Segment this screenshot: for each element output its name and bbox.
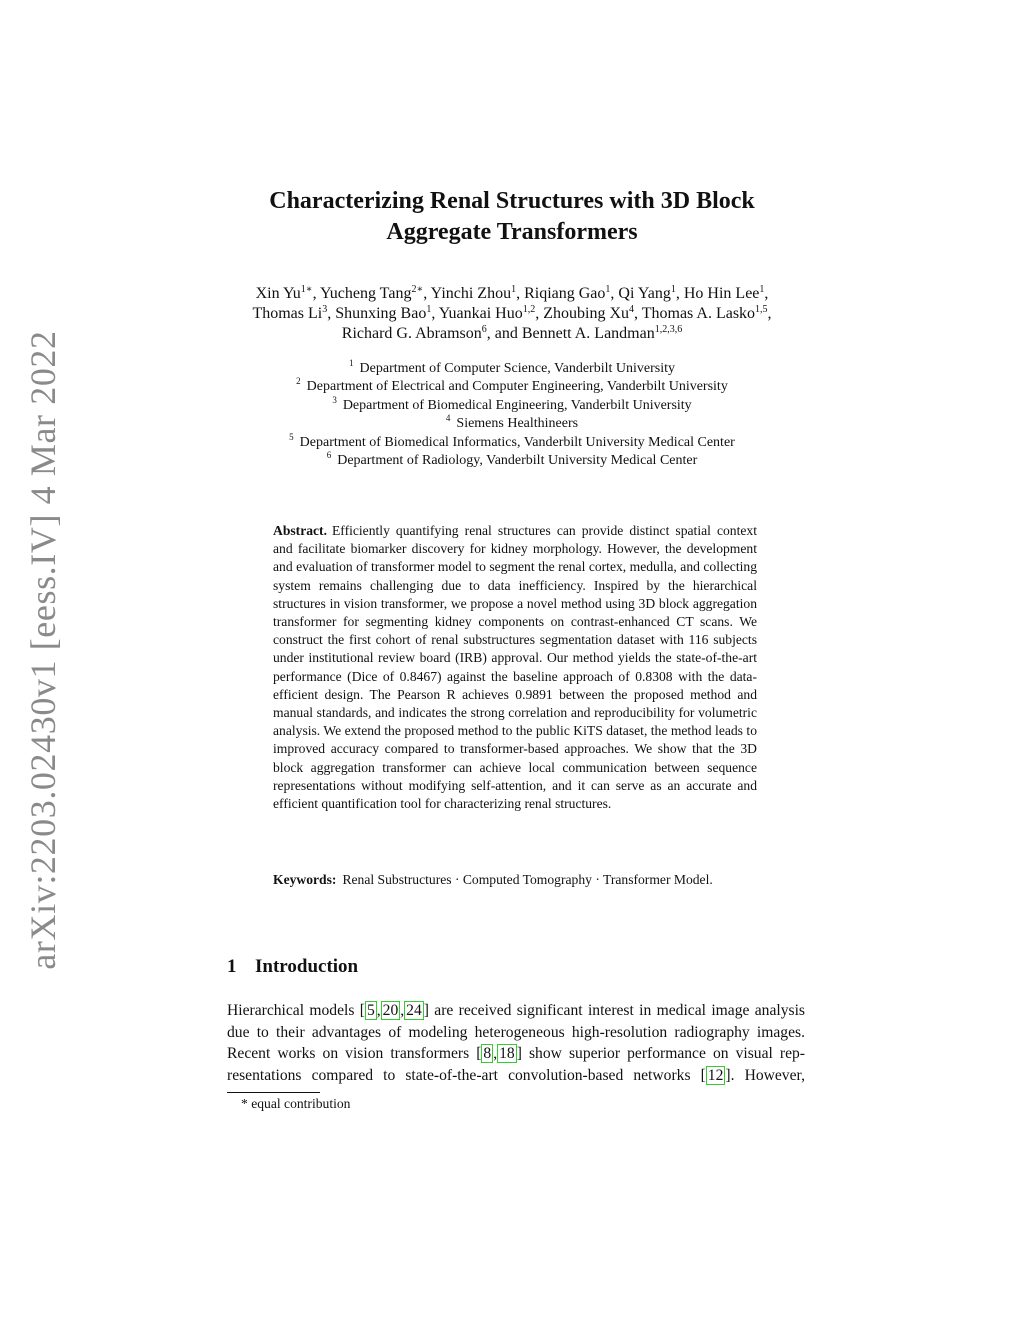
affiliation-number: 2 — [296, 376, 301, 387]
author-affil-mark: 1 — [670, 284, 676, 295]
affiliation-number: 1 — [349, 358, 354, 368]
author: Yuankai Huo — [438, 305, 523, 322]
affiliation — [0, 431, 1024, 452]
section-number: 1 — [227, 956, 237, 977]
keywords — [273, 871, 757, 889]
author-affil-mark: 6 — [481, 324, 487, 335]
affiliation — [0, 360, 1024, 378]
intro-text: ] are received significant interest in medical image analysis — [423, 1002, 805, 1019]
citation-link[interactable]: 24 — [406, 1002, 422, 1019]
author: Richard G. Abramson — [341, 325, 482, 342]
intro-line-1: Hierarchical models [ 5 , 20 , 24 ] are received significant interest in medical image analysis — [227, 1002, 805, 1019]
author-affil-mark: 4 — [629, 304, 634, 315]
intro-line-4 — [227, 1065, 805, 1087]
author: Qi Yang — [618, 285, 671, 302]
affiliation-text: Department of Computer Science, Vanderbilt University — [359, 361, 675, 376]
paper-title — [0, 186, 1024, 248]
author: Bennett A. Landman — [521, 325, 655, 342]
arxiv-identifier[interactable]: arXiv:2203.02430v1 [eess.IV] 4 Mar 2022 — [23, 330, 63, 970]
citation-link[interactable]: 8 — [483, 1045, 492, 1062]
abstract-text: Efficiently quantifying renal structures can provide distinct spatial context and facilitate biomarker discovery for kidney morphology. However, the development and evaluation of transformer model to segment the renal cortex, medulla, and collecting system remains challenging due to data inefficiency. Inspired by the hierarchical structures in vision transformer, we propose a novel method using 3D block aggregation transformer for segmenting kidney components on contrast-enhanced CT scans. We construct the first cohort of renal substructures segmentation dataset with 116 subjects under institutional review board (IRB) approval. Our method yields the state-of-the-art performance (Dice of 0.8467) against the baseline approach of 0.8308 with the data-efficient design. The Pearson R achieves 0.9891 between the proposed method and manual standards, and indicates the strong correlation and reproducibility for volumetric analysis. We extend the proposed method to the public KiTS dataset, the method leads to improved accuracy compared to transformer-based approaches. We show that the 3D block aggregation transformer can achieve local communication between sequence representations without modifying self-attention, and it can serve as an accurate and efficient quantification tool for characterizing renal structures. — [273, 523, 757, 812]
affiliation — [0, 394, 1024, 415]
footnote: * equal contribution — [241, 1096, 351, 1111]
author-affil-mark: 1,2,3,6 — [654, 324, 683, 335]
affiliation-number: 6 — [326, 450, 332, 461]
author: Thomas A. Lasko — [641, 305, 756, 322]
citation-link[interactable]: 18 — [499, 1045, 515, 1062]
author: Yinchi Zhou — [430, 285, 512, 302]
intro-paragraph — [227, 1000, 805, 1086]
author-affil-mark: 1 — [511, 284, 517, 295]
footnote-rule — [227, 1092, 320, 1093]
intro-line-2: due to their advantages of modeling heterogeneous high-resolution radiography images. — [227, 1023, 805, 1041]
affiliation — [0, 378, 1024, 396]
author: Yucheng Tang — [319, 285, 412, 302]
section-heading — [227, 956, 358, 978]
intro-line-3: Recent works on vision transformers [ 8 , 18 ] show superior performance on visual rep- — [227, 1045, 805, 1062]
abstract — [273, 522, 757, 813]
author-affil-mark: 3 — [322, 304, 328, 315]
title-line-1: Characterizing Renal Structures with 3D Block — [269, 188, 755, 214]
affiliation — [0, 415, 1024, 433]
abstract-label: Abstract. — [273, 523, 327, 538]
keywords-text: Renal Substructures · Computed Tomography · Transformer Model. — [342, 872, 713, 887]
affiliation-text: Department of Biomedical Engineering, Vanderbilt University — [342, 397, 692, 413]
author-affil-mark: 2∗ — [411, 284, 424, 295]
author-affil-mark: 1,2 — [522, 304, 536, 315]
author-line-3: Richard G. Abramson$^6$, and Bennett A. Landman$^{1,2,3,6}$ — [341, 324, 683, 342]
affiliation-text: Department of Biomedical Informatics, Vanderbilt University Medical Center — [299, 434, 735, 450]
author: Thomas Li — [252, 305, 323, 322]
intro-text: ] show superior performance on visual rep- — [516, 1045, 805, 1062]
author-affil-mark: 1 — [426, 304, 432, 315]
author: Riqiang Gao — [524, 285, 606, 302]
author-affil-mark: 1,5 — [755, 304, 768, 315]
keywords-label: Keywords: — [273, 872, 337, 887]
affiliation-text: Department of Electrical and Computer Engineering, Vanderbilt University — [306, 379, 728, 395]
author-line-2: Thomas Li$^3$, Shunxing Bao$^1$, Yuankai Huo$^{1,2}$, Zhoubing Xu$^4$, Thomas A. Lasko$^{1,5}$, — [252, 304, 772, 322]
affiliation-text: Siemens Healthineers — [456, 416, 579, 432]
author: Zhoubing Xu — [543, 305, 629, 322]
affiliation-number: 3 — [332, 394, 337, 405]
author-line-1: Xin $Yu^{1∗}$, Yucheng Tang$^{2∗}$, Yinchi Zhou$^1$, Riqiang Gao$^1$, Qi Yang$^1$, Ho Hin Lee$^1$, — [255, 284, 769, 302]
title-line-2: Aggregate Transformers — [386, 219, 638, 245]
author-affil-mark: 1∗ — [300, 284, 313, 295]
author-affil-mark: 1 — [759, 284, 765, 295]
intro-text: resentations compared to state-of-the-art convolution-based networks [ — [227, 1066, 706, 1084]
author-connector: and — [494, 325, 518, 342]
citation-link[interactable]: 12 — [707, 1066, 724, 1084]
author: Ho Hin Lee — [683, 285, 760, 302]
author: Shunxing Bao — [335, 305, 427, 322]
affiliation-text: Department of Radiology, Vanderbilt University Medical Center — [337, 453, 698, 469]
affiliation — [0, 452, 1024, 470]
author-affil-mark: 1 — [605, 284, 611, 295]
author: Xin Yu — [255, 285, 301, 302]
citation-link[interactable]: 20 — [382, 1002, 399, 1019]
intro-text: Hierarchical models [ — [227, 1002, 365, 1019]
author-list — [0, 284, 1024, 344]
affiliation-number: 4 — [445, 413, 451, 424]
intro-text: ]. However, — [725, 1066, 805, 1084]
affiliation-number: 5 — [289, 431, 294, 442]
citation-link[interactable]: 5 — [366, 1002, 375, 1019]
affiliation-list — [0, 360, 1024, 470]
section-title: Introduction — [255, 956, 359, 977]
intro-text: Recent works on vision transformers [ — [227, 1045, 482, 1062]
